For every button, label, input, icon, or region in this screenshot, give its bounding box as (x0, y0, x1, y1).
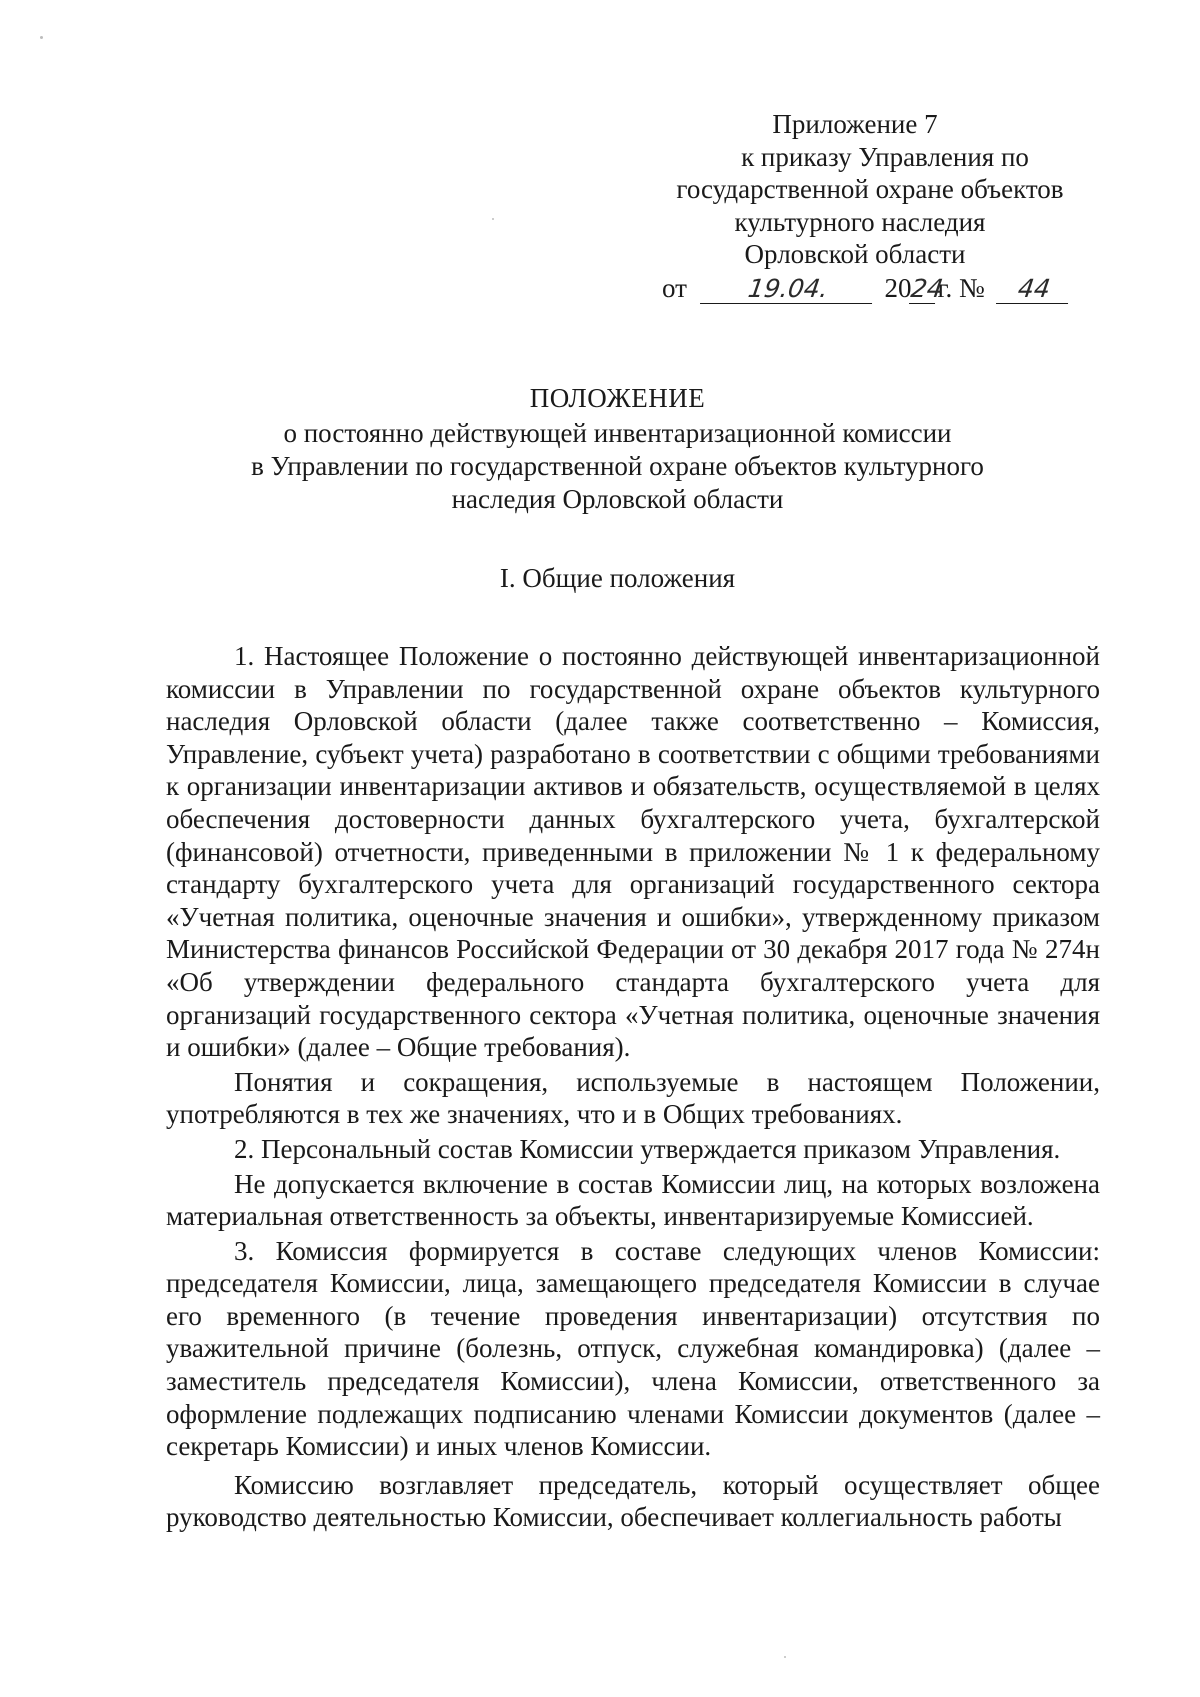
body-text (166, 640, 1100, 1534)
appendix-reference (640, 108, 1100, 271)
title-main: ПОЛОЖЕНИЕ (529, 383, 706, 413)
order-number-label: г. № (937, 273, 985, 303)
order-prefix: от (662, 273, 687, 303)
paragraph-6: Комиссию возглавляет председатель, который осуществляет общее руководство деятельностью Комиссии, обеспечивает коллегиальность работы (166, 1469, 1100, 1533)
appendix-authority-1: государственной охране объектов (676, 174, 1064, 204)
paragraph-2: Понятия и сокращения, используемые в настоящем Положении, употребляются в тех же значениях, что и в Общих требованиях. (166, 1066, 1100, 1130)
section-heading: I. Общие положения (499, 563, 736, 593)
appendix-order-ref: к приказу Управления по (741, 141, 1029, 172)
order-year-prefix: 20 (884, 273, 912, 303)
title-subtitle-3: наследия Орловской области (451, 484, 784, 514)
paragraph-3: 2. Персональный состав Комиссии утверждается приказом Управления. (234, 1133, 1061, 1164)
paragraph-4: Не допускается включение в состав Комиссии лиц, на которых возложена материальная ответственность за объекты, инвентаризируемые Комиссией. (166, 1168, 1100, 1232)
appendix-authority-2: культурного наследия (734, 206, 986, 237)
appendix-region: Орловской области (744, 239, 966, 269)
order-number-handwritten: 44 (995, 275, 1071, 304)
title-subtitle-1: о постоянно действующей инвентаризационной комиссии (283, 418, 952, 448)
appendix-number: Приложение 7 (772, 109, 938, 139)
scan-artifact-dot (40, 36, 43, 39)
scan-artifact-dot (492, 218, 494, 220)
order-year-handwritten: 24 (909, 274, 946, 303)
scan-artifact-dot (784, 1656, 786, 1658)
order-date-handwritten: 19.04. (700, 275, 876, 304)
paragraph-5: 3. Комиссия формируется в составе следующих членов Комиссии: председателя Комиссии, лица, замещающего председателя Комиссии в случае его временного (в течение проведения инвентаризации) отсутствия по уважительной причине (болезнь, отпуск, служебная командировка) (далее – заместитель председателя Комиссии), члена Комиссии, ответственного за оформление подлежащих подписанию членами Комиссии документов (далее – секретарь Комиссии) и иных членов Комиссии. (166, 1235, 1100, 1462)
document-title (150, 382, 1085, 516)
title-subtitle-2: в Управлении по государственной охране объектов культурного (251, 451, 984, 481)
order-date-number-line (662, 272, 1070, 304)
paragraph-1: 1. Настоящее Положение о постоянно действующей инвентаризационной комиссии в Управлении по государственной охране объектов культурного наследия Орловской области (далее также соответственно – Комиссия, Управление, субъект учета) разработано в соответствии с общими требованиями к организации инвентаризации активов и обязательств, осуществляемой в целях обеспечения достоверности данных бухгалтерского учета, бухгалтерской (финансовой) отчетности, приведенными в приложении № 1 к федеральному стандарту бухгалтерского учета для организаций государственного сектора «Учетная политика, оценочные значения и ошибки», утвержденному приказом Министерства финансов Российской Федерации от 30 декабря 2017 года № 274н «Об утверждении федерального стандарта бухгалтерского учета для организаций государственного сектора «Учетная политика, оценочные значения и ошибки» (далее – Общие требования). (166, 641, 1100, 1063)
